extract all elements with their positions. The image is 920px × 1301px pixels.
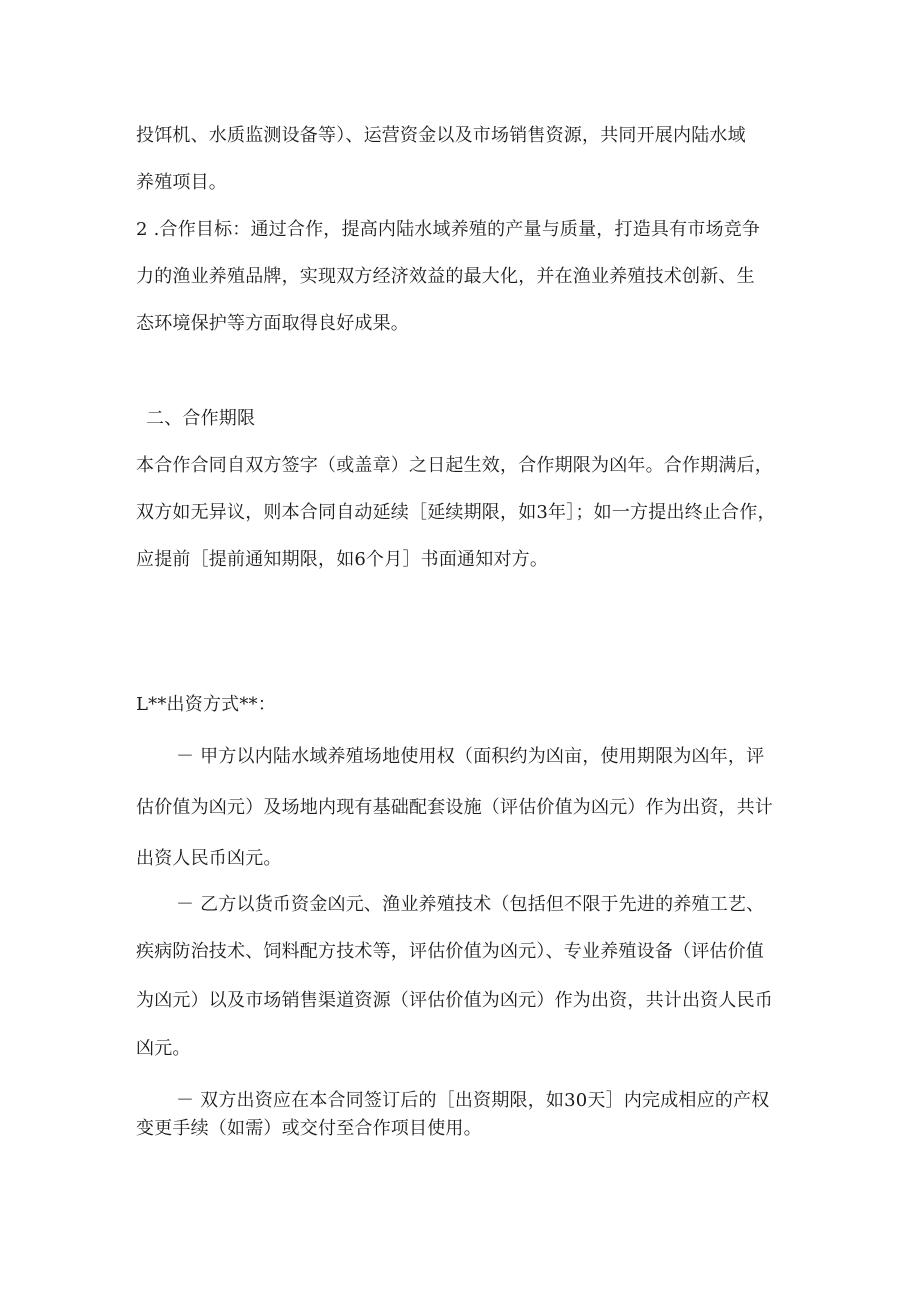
paragraph-line: 凶元。 <box>136 1038 191 1059</box>
paragraph-line: 估价值为凶元）及场地内现有基础配套设施（评估价值为凶元）作为出资，共计 <box>136 797 773 818</box>
list-item: － 双方出资应在本合同签订后的［出资期限，如30天］内完成相应的产权 <box>176 1090 770 1111</box>
paragraph-line: 养殖项目。 <box>136 172 227 193</box>
list-item: － 乙方以货币资金凶元、渔业养殖技术（包括但不限于先进的养殖工艺、 <box>176 894 765 915</box>
subsection-heading: L**出资方式**： <box>136 694 276 715</box>
section-heading: 二、合作期限 <box>146 408 256 429</box>
list-item: － 甲方以内陆水域养殖场地使用权（面积约为凶亩，使用期限为凶年，评 <box>176 746 765 767</box>
paragraph-line: 力的渔业养殖品牌，实现双方经济效益的最大化，并在渔业养殖技术创新、生 <box>136 266 755 287</box>
paragraph-line: 应提前［提前通知期限，如6个月］书面通知对方。 <box>136 549 549 570</box>
paragraph-line: 态环境保护等方面取得良好成果。 <box>136 313 409 334</box>
paragraph-line: 出资人民币凶元。 <box>136 848 282 869</box>
paragraph-line: 双方如无异议，则本合同自动延续［延续期限，如3年］；如一方提出终止合作， <box>136 502 776 523</box>
paragraph-line: 疾病防治技术、饲料配方技术等，评估价值为凶元）、专业养殖设备（评估价值 <box>136 941 764 962</box>
paragraph-line: 变更手续（如需）或交付至合作项目使用。 <box>136 1118 482 1139</box>
paragraph-line: 投饵机、水质监测设备等）、运营资金以及市场销售资源，共同开展内陆水域 <box>136 125 746 146</box>
paragraph-line: 本合作合同自双方签字（或盖章）之日起生效，合作期限为凶年。合作期满后， <box>136 455 773 476</box>
paragraph-line: 为凶元）以及市场销售渠道资源（评估价值为凶元）作为出资，共计出资人民币 <box>136 990 773 1011</box>
section-item-heading: 2 .合作目标：通过合作，提高内陆水域养殖的产量与质量，打造具有市场竞争 <box>136 219 761 240</box>
